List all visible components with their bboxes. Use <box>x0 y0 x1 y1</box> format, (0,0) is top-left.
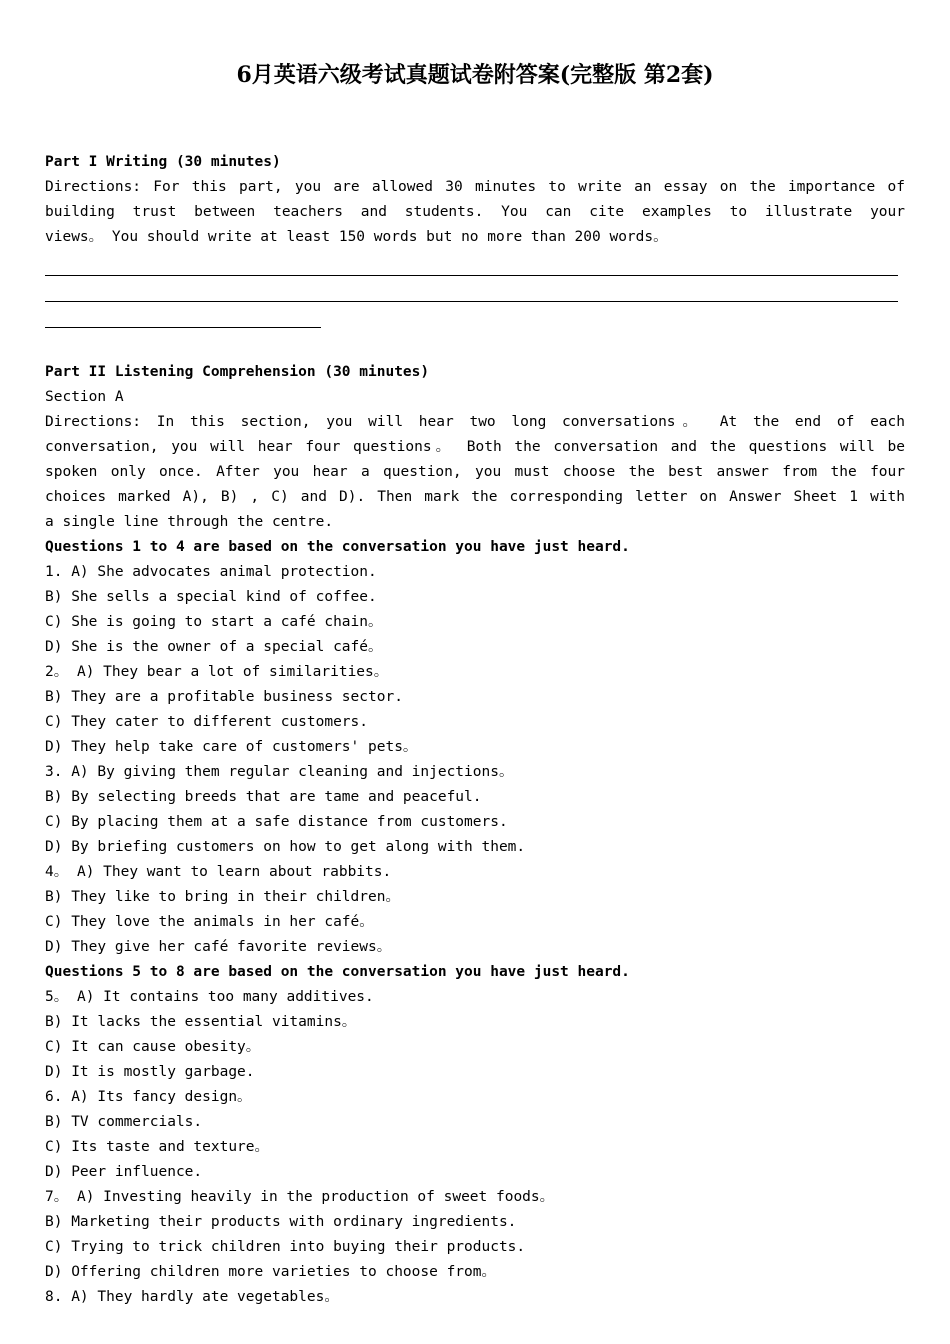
part2-directions-line: choices marked A), B) , C) and D). Then mark the corresponding letter on Answer Sheet 1 with <box>45 489 905 505</box>
section-label: Section A <box>45 389 124 405</box>
question-option-line: D) By briefing customers on how to get along with them. <box>45 839 526 855</box>
question-option-line: C) It can cause obesity。 <box>45 1039 261 1055</box>
question-option-line: 2。 A) They bear a lot of similarities。 <box>45 664 389 680</box>
question-option-line: C) They cater to different customers. <box>45 714 369 730</box>
question-option-line: 7。 A) Investing heavily in the production of sweet foods。 <box>45 1189 555 1205</box>
question-option-line: D) Offering children more varieties to choose from。 <box>45 1264 496 1280</box>
question-option-line: B) It lacks the essential vitamins。 <box>45 1014 357 1030</box>
question-option-line: B) They like to bring in their children。 <box>45 889 400 905</box>
question-option-line: 5。 A) It contains too many additives. <box>45 989 374 1005</box>
question-group-heading: Questions 1 to 4 are based on the conversation you have just heard. <box>45 539 630 555</box>
question-option-line: 1. A) She advocates animal protection. <box>45 564 377 580</box>
question-option-line: 6. A) Its fancy design。 <box>45 1089 252 1105</box>
page-title: 6月英语六级考试真题试卷附答案(完整版 第2套) <box>236 62 714 88</box>
question-group-heading: Questions 5 to 8 are based on the conversation you have just heard. <box>45 964 630 980</box>
question-option-line: 4。 A) They want to learn about rabbits. <box>45 864 392 880</box>
part2-directions-line: Directions: In this section, you will hear two long conversations。 At the end of each <box>45 414 905 430</box>
question-option-line: C) She is going to start a café chain。 <box>45 614 383 630</box>
question-option-line: D) Peer influence. <box>45 1164 203 1180</box>
question-option-line: D) It is mostly garbage. <box>45 1064 255 1080</box>
part2-directions-line: spoken only once. After you hear a question, you must choose the best answer from the four <box>45 464 905 480</box>
part2-directions-line: conversation, you will hear four questions。 Both the conversation and the questions will be <box>45 439 905 455</box>
question-option-line: D) They give her café favorite reviews。 <box>45 939 392 955</box>
part1-directions-line: Directions: For this part, you are allowed 30 minutes to write an essay on the importance of <box>45 179 905 195</box>
question-option-line: C) By placing them at a safe distance from customers. <box>45 814 508 830</box>
part2-heading: Part II Listening Comprehension (30 minutes) <box>45 364 430 380</box>
question-option-line: B) She sells a special kind of coffee. <box>45 589 377 605</box>
answer-writing-line <box>45 258 898 276</box>
part1-directions-line: views。 You should write at least 150 words but no more than 200 words。 <box>45 229 668 245</box>
answer-writing-line <box>45 284 898 302</box>
question-option-line: C) They love the animals in her café。 <box>45 914 374 930</box>
question-option-line: C) Its taste and texture。 <box>45 1139 270 1155</box>
part1-directions-line: building trust between teachers and students. You can cite examples to illustrate your <box>45 204 905 220</box>
part2-directions-line: a single line through the centre. <box>45 514 334 530</box>
part1-heading: Part I Writing (30 minutes) <box>45 154 281 170</box>
answer-writing-line <box>45 310 321 328</box>
question-option-line: 8. A) They hardly ate vegetables。 <box>45 1289 339 1305</box>
question-option-line: B) They are a profitable business sector. <box>45 689 403 705</box>
question-option-line: B) Marketing their products with ordinary ingredients. <box>45 1214 517 1230</box>
question-option-line: B) TV commercials. <box>45 1114 203 1130</box>
question-option-line: 3. A) By giving them regular cleaning and injections。 <box>45 764 514 780</box>
question-option-line: B) By selecting breeds that are tame and peaceful. <box>45 789 482 805</box>
question-option-line: D) She is the owner of a special café。 <box>45 639 383 655</box>
question-option-line: D) They help take care of customers' pets。 <box>45 739 418 755</box>
question-option-line: C) Trying to trick children into buying their products. <box>45 1239 526 1255</box>
